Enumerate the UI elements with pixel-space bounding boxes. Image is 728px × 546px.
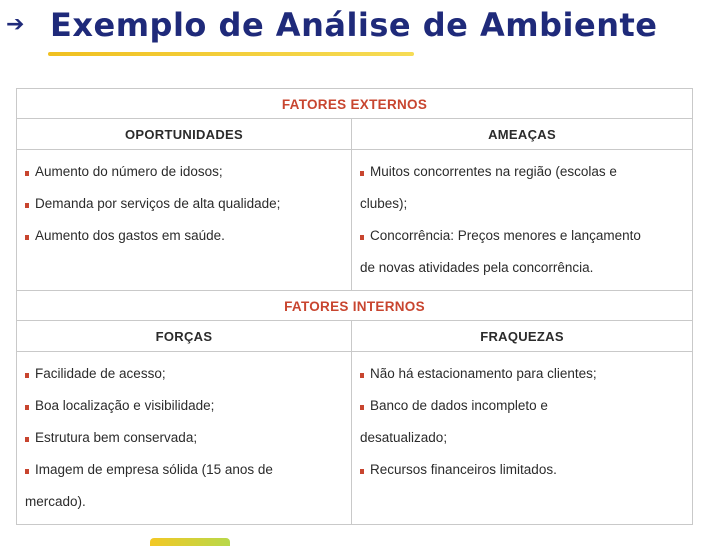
section-title-internos: FATORES INTERNOS [17,291,693,321]
oportunidades-list [17,150,352,291]
heading-ameacas: AMEAÇAS [352,119,693,150]
bullet-icon [25,469,29,474]
list-item-continuation: de novas atividades pela concorrência. [360,260,594,275]
forcas-list [17,352,352,525]
list-item: Demanda por serviços de alta qualidade; [25,188,343,220]
bottom-accent [150,538,230,546]
list-item-continuation: mercado). [25,494,86,509]
bullet-icon [360,405,364,410]
bullet-icon [360,469,364,474]
bullet-icon [360,235,364,240]
slide-header [0,0,728,62]
bullet-icon [25,171,29,176]
bullet-icon [25,235,29,240]
bullet-icon [25,405,29,410]
title-underline [48,52,414,56]
bullet-icon [25,373,29,378]
list-item: Boa localização e visibilidade; [25,390,343,422]
section-title-externos: FATORES EXTERNOS [17,89,693,119]
list-item: Imagem de empresa sólida (15 anos de [25,454,343,486]
list-item: Banco de dados incompleto e [360,390,684,422]
list-item: Estrutura bem conservada; [25,422,343,454]
bullet-icon [360,373,364,378]
list-item: Concorrência: Preços menores e lançamento [360,220,684,252]
list-item: Muitos concorrentes na região (escolas e [360,156,684,188]
ameacas-list [352,150,693,291]
fraquezas-list [352,352,693,525]
heading-oportunidades: OPORTUNIDADES [17,119,352,150]
list-item: Recursos financeiros limitados. [360,454,684,486]
swot-table [16,88,692,525]
list-item-continuation: desatualizado; [360,430,448,445]
list-item-continuation: clubes); [360,196,408,211]
list-item: Não há estacionamento para clientes; [360,358,684,390]
arrow-right-icon: ➔ [6,12,25,37]
heading-fraquezas: FRAQUEZAS [352,321,693,352]
page-title: Exemplo de Análise de Ambiente [50,6,658,44]
bullet-icon [25,203,29,208]
list-item: Aumento dos gastos em saúde. [25,220,343,252]
bullet-icon [25,437,29,442]
heading-forcas: FORÇAS [17,321,352,352]
bullet-icon [360,171,364,176]
list-item: Aumento do número de idosos; [25,156,343,188]
list-item: Facilidade de acesso; [25,358,343,390]
